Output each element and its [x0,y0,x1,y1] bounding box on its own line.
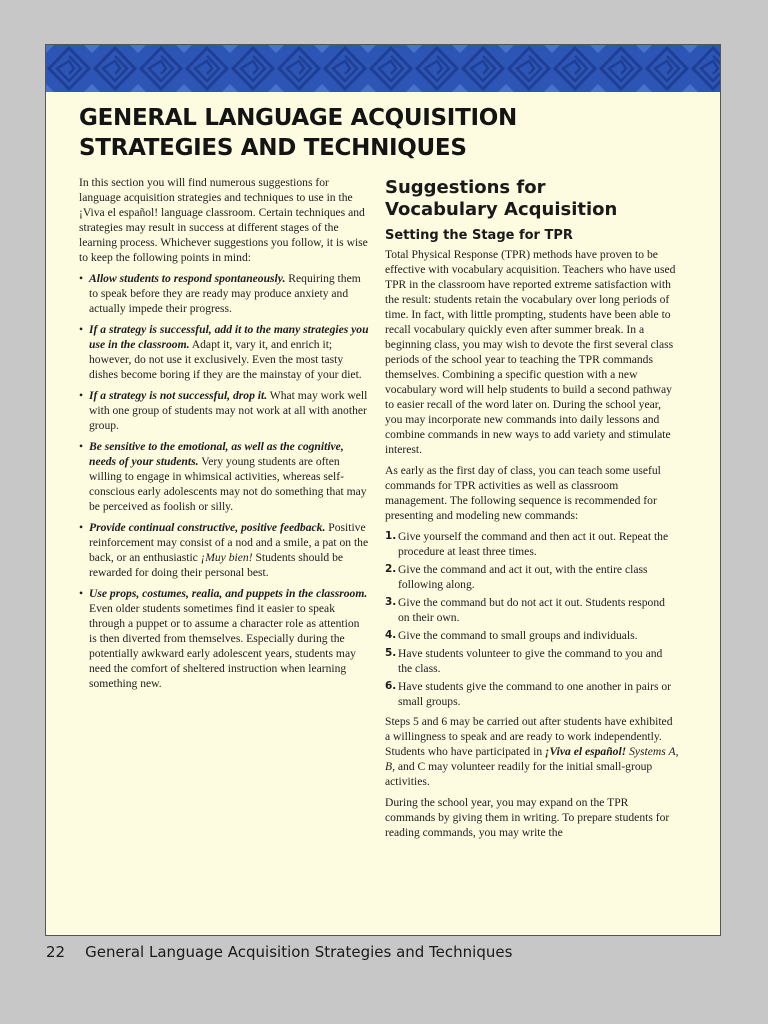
list-item [385,646,679,676]
list-item [385,562,679,592]
bullet-text: Very young students are often willing to engage in whimsical activities, whereas self-conscious early adolescents may not do something that may be perceived as foolish or silly. [89,455,367,513]
page-number: 22 [46,943,66,961]
bullet-lead: If a strategy is successful, add it to the many strategies you use in the classroom. [89,323,369,351]
list-item [385,595,679,625]
tpr-paragraph: Total Physical Response (TPR) methods have proven to be effective with vocabulary acquisition. Teachers who have used TPR in the classroom have reported extreme satisfaction with the result: students retain the vocabulary over long periods of time. In fact, with little prompting, students have been able to recall vocabulary quickly even after summer break. In a beginning class, you may wish to devote the first several class periods of the school year to teaching the TPR commands themselves. Combining a specific question with a new vocabulary word will help students to build a second pathway to easier recall of the word later on. During the school year, you may incorporate new commands into daily lessons and combine commands in new ways to add variety and stimulate interest. [385,248,676,456]
commands-paragraph: As early as the first day of class, you can teach some useful commands for TPR activities as well as classroom management. The following sequence is recommended for presenting and modeling new commands: [385,464,661,522]
section-heading-line-1: Suggestions for [385,177,546,198]
steps-list [385,529,679,709]
decorative-banner [46,45,720,92]
list-item [385,529,679,559]
steps-followup-paragraph [385,714,679,789]
list-item [79,271,369,316]
title-line-2: STRATEGIES AND TECHNIQUES [79,135,467,161]
step-number: 2. [385,563,397,575]
bullet-lead: Use props, costumes, realia, and puppets in the classroom. [89,587,368,600]
spiral-pattern-icon [46,45,720,92]
list-item [79,520,369,580]
step-number: 4. [385,629,397,641]
step-number: 5. [385,647,397,659]
step-text: Have students give the command to one another in pairs or small groups. [398,680,672,708]
bullet-text: What may work well with one group of students may not work at all with another group. [89,389,368,432]
step-number: 3. [385,596,397,608]
guidelines-list [79,271,369,691]
step-text: Give the command to small groups and individuals. [398,629,638,642]
step-text: Give the command but do not act it out. Students respond on their own. [398,596,665,624]
program-name: ¡Viva el español! [545,745,627,758]
step-text: Give the command and act it out, with the entire class following along. [398,563,648,591]
list-item [79,439,369,514]
footer-title: General Language Acquisition Strategies and Techniques [85,943,513,961]
bullet-text: Adapt it, vary it, and enrich it; however, do not use it exclusively. Even the most tasty dishes become boring if they are the mainstay of your diet. [89,338,362,381]
writing-paragraph: During the school year, you may expand on the TPR commands by giving them in writing. To prepare students for reading commands, you may write the [385,796,670,839]
page-footer [46,942,512,962]
bullet-text: Positive reinforcement may consist of a nod and a smile, a pat on the back, or an enthusiastic [89,521,369,564]
page [45,44,721,936]
intro-paragraph: In this section you will find numerous suggestions for language acquisition strategies and techniques to use in the ¡Viva el español! language classroom. Certain techniques and strategies may result in success at different stages of the learning process. Whichever suggestions you follow, it is wise to keep the following points in mind: [79,176,368,264]
bullet-lead: Allow students to respond spontaneously. [89,272,286,285]
right-column [385,177,679,846]
list-item [385,679,679,709]
section-heading-line-2: Vocabulary Acquisition [385,199,618,220]
list-item [79,322,369,382]
bullet-tail: Students should be rewarded for doing their personal best. [89,551,344,579]
title-line-1: GENERAL LANGUAGE ACQUISITION [79,105,517,131]
page-title [79,103,679,163]
step-number: 1. [385,530,397,542]
left-column [79,175,369,697]
list-item [79,586,369,691]
bullet-lead: Provide continual constructive, positive feedback. [89,521,326,534]
bullet-lead: If a strategy is not successful, drop it. [89,389,268,402]
step-text: Give yourself the command and then act it out. Repeat the procedure at least three times. [398,530,669,558]
systems-text: Systems A, B, [385,745,679,773]
step-number: 6. [385,680,397,692]
subsection-heading: Setting the Stage for TPR [385,228,573,243]
list-item [79,388,369,433]
section-heading [385,177,679,221]
bullet-text: Requiring them to speak before they are ready may produce anxiety and actually impede their progress. [89,272,361,315]
bullet-emphasis: ¡Muy bien! [200,551,253,564]
paragraph-text: Steps 5 and 6 may be carried out after students have exhibited a willingness to speak and are ready to work independently. Students who have participated in [385,715,673,758]
bullet-text: Even older students sometimes find it easier to speak through a puppet or to assume a character role as attention is then diverted from themselves. Especially during the potentially awkward early adolescent years, students may need the comfort of sheltered instruction when learning something new. [89,602,360,690]
list-item [385,628,679,643]
paragraph-text: and C may volunteer readily for the initial small-group activities. [385,760,653,788]
step-text: Have students volunteer to give the command to you and the class. [398,647,663,675]
bullet-lead: Be sensitive to the emotional, as well as the cognitive, needs of your students. [89,440,344,468]
